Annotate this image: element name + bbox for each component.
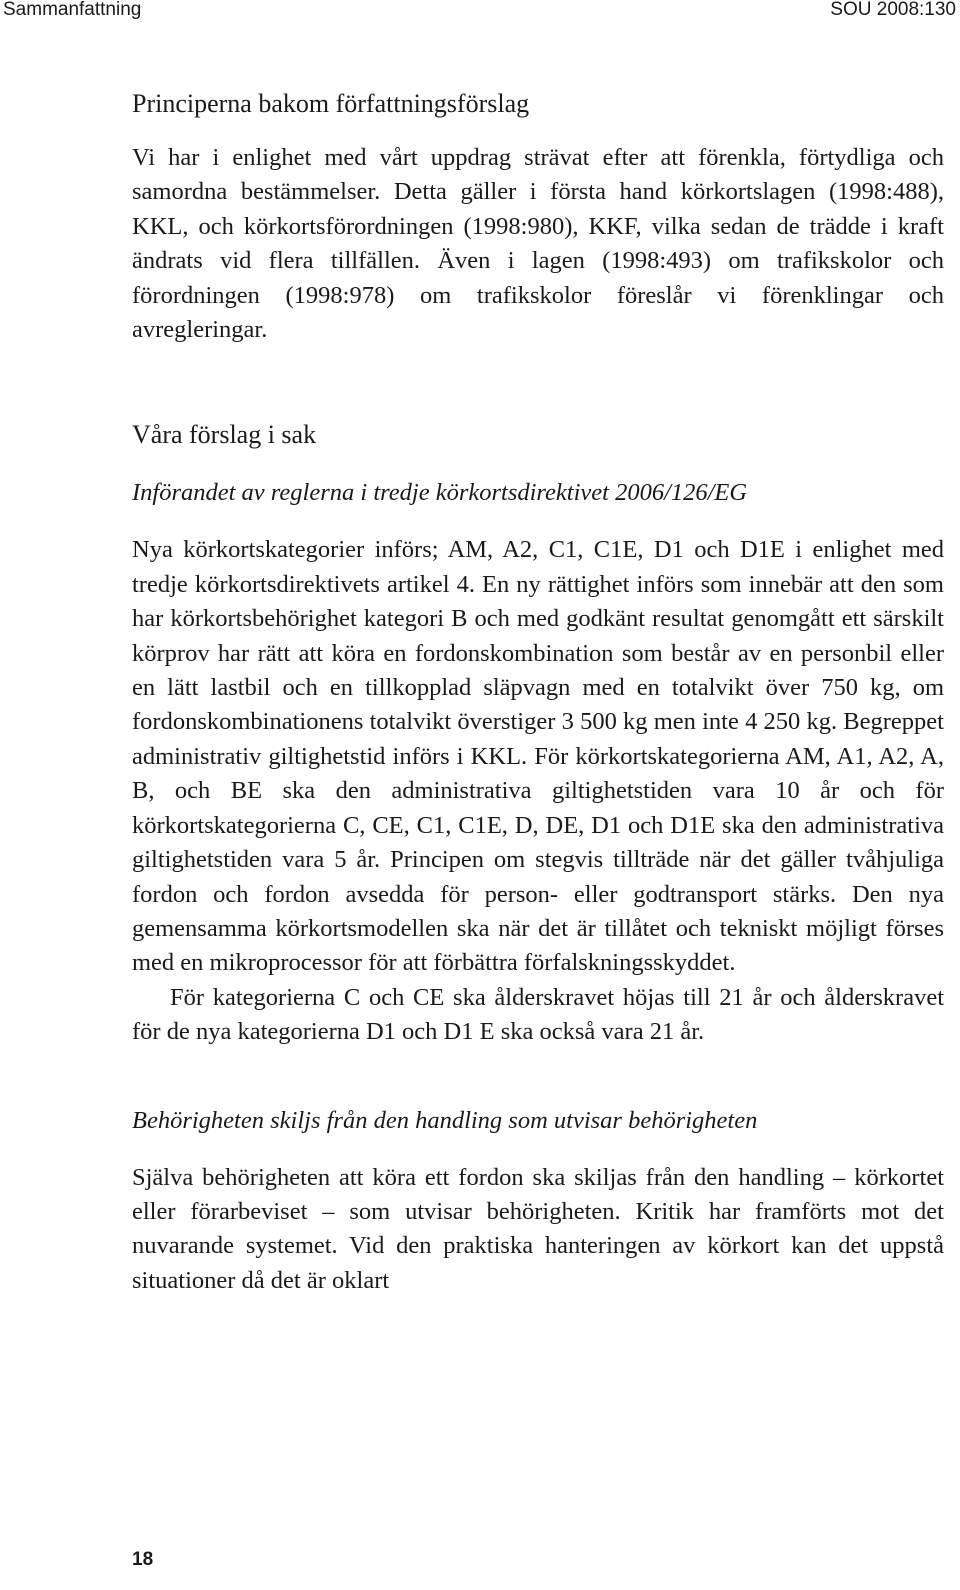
running-head	[0, 0, 960, 20]
section-spacer	[132, 347, 944, 417]
paragraph-entitlement-1: Själva behörigheten att köra ett fordon ska skiljas från den handling – körkortet eller förarbeviset – som utvisar behörigheten. Kritik har framförts mot det nuvarande systemet. Vid den praktiska hanteringen av körkort kan det uppstå situationer då det är oklart	[132, 1163, 944, 1294]
running-head-document-id: SOU 2008:130	[830, 0, 956, 20]
paragraph-directive-1: Nya körkortskategorier införs; AM, A2, C1, C1E, D1 och D1E i enlighet med tredje körkortsdirektivets artikel 4. En ny rättighet införs som innebär att den som har körkortsbehörighet kategori B och med godkänt resultat genomgått ett särskilt körprov har rätt att köra en fordonskombination som består av en personbil eller en lätt lastbil och en tillkopplad släpvagn med en totalvikt över 750 kg, om fordonskombinationens totalvikt överstiger 3 500 kg men inte 4 250 kg. Begreppet administrativ giltighetstid införs i KKL. För körkortskategorierna AM, A1, A2, A, B, och BE ska den administrativa giltighetstiden vara 10 år och för körkortskategorierna C, CE, C1, C1E, D, DE, D1 och D1E ska den administrativa giltighetstiden vara 5 år. Principen om stegvis tillträde när det gäller tvåhjuliga fordon och fordon avsedda för person- eller godtransport stärks. Den nya gemensamma körkortsmodellen ska när det är tillåtet och tekniskt möjligt förses med en mikroprocessor för att förbättra förfalskningsskyddet.	[132, 536, 944, 977]
section-heading-proposals: Våra förslag i sak	[132, 420, 317, 450]
subheading-directive: Införandet av reglerna i tredje körkortsdirektivet 2006/126/EG	[132, 479, 748, 507]
page-body	[132, 84, 944, 1298]
running-head-section: Sammanfattning	[3, 0, 142, 20]
subheading-entitlement: Behörigheten skiljs från den handling som utvisar behörigheten	[132, 1106, 758, 1134]
page-number: 18	[132, 1549, 154, 1570]
subsection-spacer	[132, 1050, 944, 1104]
paragraph-directive-2: För kategorierna C och CE ska ålderskravet höjas till 21 år och ålderskravet för de nya kategorierna D1 och D1 E ska också vara 21 år.	[132, 983, 944, 1046]
section-heading-principles: Principerna bakom författningsförslag	[132, 89, 530, 118]
paragraph-principles: Vi har i enlighet med vårt uppdrag strävat efter att förenkla, förtydliga och samordna bestämmelser. Detta gäller i första hand körkortslagen (1998:488), KKL, och körkortsförordningen (1998:980), KKF, vilka sedan de trädde i kraft ändrats vid flera tillfällen. Även i lagen (1998:493) om trafikskolor och förordningen (1998:978) om trafikskolor föreslår vi förenklingar och avregleringar.	[132, 144, 944, 344]
